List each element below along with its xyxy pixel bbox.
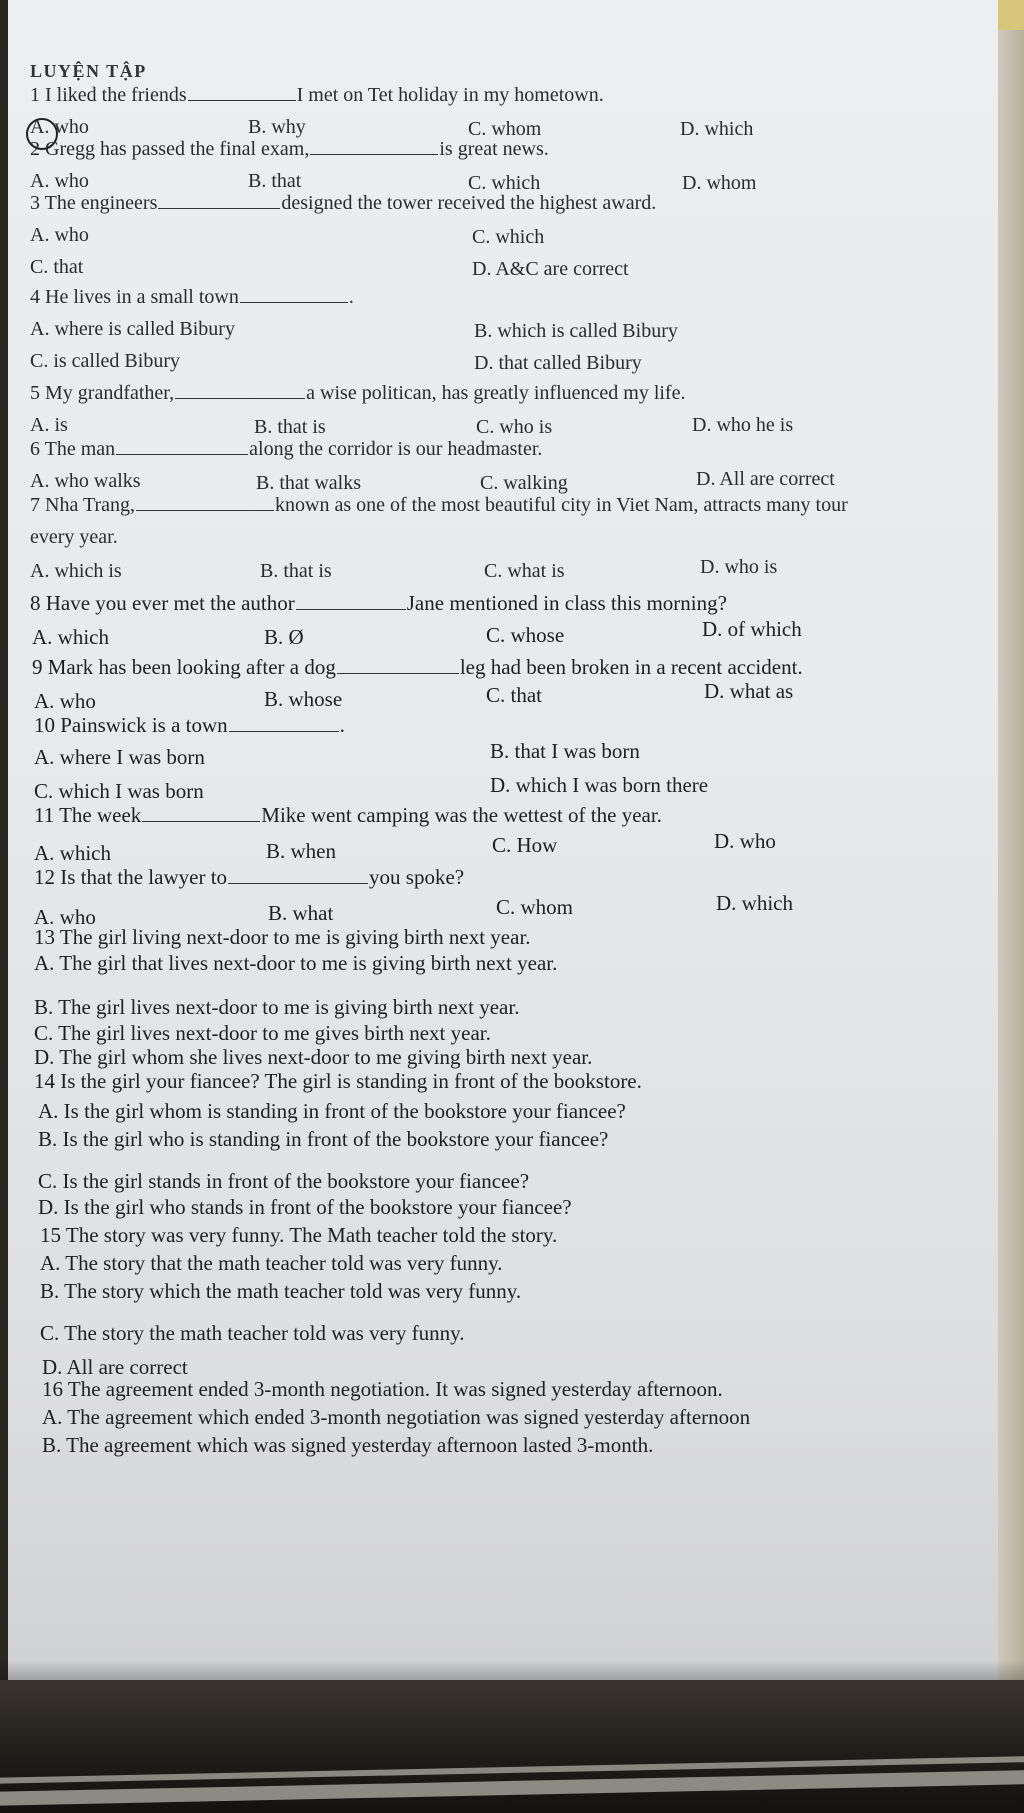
answer-blank [229, 715, 339, 732]
q7-option-c[interactable]: C. what is [484, 560, 565, 582]
question-12-part-b: you spoke? [369, 865, 465, 889]
q2-option-a[interactable]: A. who [30, 170, 89, 192]
question-12 [34, 866, 464, 888]
question-7-part-b: known as one of the most beautiful city in Viet Nam, attracts many tour [275, 494, 848, 516]
question-6-part-a: 6 The man [30, 438, 116, 460]
q1-option-a[interactable]: A. who [30, 116, 89, 138]
q13-option-c[interactable]: C. The girl lives next-door to me gives birth next year. [34, 1021, 491, 1045]
q7-option-a[interactable]: A. which is [30, 560, 122, 582]
question-1-part-a: 1 I liked the friends [30, 84, 187, 106]
q1-option-d[interactable]: D. which [680, 118, 754, 140]
q16-option-a[interactable]: A. The agreement which ended 3-month negotiation was signed yesterday afternoon [42, 1405, 751, 1429]
q16-option-b[interactable]: B. The agreement which was signed yesterday afternoon lasted 3-month. [42, 1433, 654, 1457]
q6-option-c[interactable]: C. walking [480, 472, 568, 494]
q13-option-b[interactable]: B. The girl lives next-door to me is giving birth next year. [34, 995, 520, 1019]
answer-blank [158, 192, 280, 209]
q10-option-b[interactable]: B. that I was born [490, 739, 640, 763]
answer-blank [228, 867, 368, 884]
question-11-part-b: Mike went camping was the wettest of the year. [261, 803, 662, 827]
answer-blank [310, 138, 438, 155]
question-9-part-a: 9 Mark has been looking after a dog [32, 655, 336, 679]
answer-blank [337, 657, 459, 674]
question-11-part-a: 11 The week [34, 803, 142, 827]
q11-option-a[interactable]: A. which [34, 841, 111, 865]
q4-option-d[interactable]: D. that called Bibury [474, 352, 642, 374]
question-7 [30, 494, 848, 516]
question-6-part-b: along the corridor is our headmaster. [249, 438, 543, 460]
question-9-part-b: leg had been broken in a recent accident. [459, 655, 803, 679]
answer-blank [240, 286, 348, 303]
page-edge [998, 0, 1024, 1813]
q2-option-c[interactable]: C. which [468, 172, 541, 194]
q2-option-d[interactable]: D. whom [682, 172, 757, 194]
q2-option-b[interactable]: B. that [248, 170, 302, 192]
q9-option-c[interactable]: C. that [486, 683, 542, 707]
q4-option-c[interactable]: C. is called Bibury [30, 350, 180, 372]
q5-option-b[interactable]: B. that is [254, 416, 326, 438]
question-10-part-a: 10 Painswick is a town [34, 713, 228, 737]
q5-option-a[interactable]: A. is [30, 414, 68, 436]
question-5-part-a: 5 My grandfather, [30, 382, 175, 404]
q3-option-c-which[interactable]: C. which [472, 226, 545, 248]
q5-option-c[interactable]: C. who is [476, 416, 553, 438]
question-2-part-a: 2 Gregg has passed the final exam, [30, 138, 310, 160]
question-5-part-b: a wise politican, has greatly influenced my life. [306, 382, 686, 404]
question-2 [30, 138, 549, 160]
q15-option-c[interactable]: C. The story the math teacher told was very funny. [40, 1321, 465, 1345]
question-7-part-a: 7 Nha Trang, [30, 494, 136, 516]
q8-option-d[interactable]: D. of which [702, 617, 802, 641]
question-13: 13 The girl living next-door to me is giving birth next year. [34, 925, 531, 949]
q11-option-b[interactable]: B. when [266, 839, 336, 863]
answer-blank [296, 593, 406, 610]
q9-option-a[interactable]: A. who [34, 689, 96, 713]
q5-option-d[interactable]: D. who he is [692, 414, 794, 436]
q12-option-c[interactable]: C. whom [496, 895, 574, 919]
question-8-part-b: Jane mentioned in class this morning? [406, 591, 727, 615]
q12-option-a[interactable]: A. who [34, 905, 96, 929]
q1-option-c[interactable]: C. whom [468, 118, 542, 140]
q4-option-b[interactable]: B. which is called Bibury [474, 320, 678, 342]
q14-option-c[interactable]: C. Is the girl stands in front of the bookstore your fiancee? [38, 1169, 530, 1193]
question-14: 14 Is the girl your fiancee? The girl is standing in front of the bookstore. [34, 1069, 642, 1093]
q3-option-d[interactable]: D. A&C are correct [472, 258, 629, 280]
q14-option-d[interactable]: D. Is the girl who stands in front of the bookstore your fiancee? [38, 1195, 572, 1219]
question-4 [30, 286, 354, 308]
question-10-part-b: . [339, 713, 345, 737]
question-2-part-b: is great news. [439, 138, 549, 160]
answer-blank [142, 805, 260, 822]
q14-option-b[interactable]: B. Is the girl who is standing in front of the bookstore your fiancee? [38, 1127, 609, 1151]
question-1-part-b: I met on Tet holiday in my hometown. [296, 84, 604, 106]
q13-option-a[interactable]: A. The girl that lives next-door to me is giving birth next year. [34, 951, 558, 975]
worksheet-title: LUYỆN TẬP [30, 61, 147, 81]
tabletop-background [0, 1680, 1024, 1813]
q15-option-a[interactable]: A. The story that the math teacher told was very funny. [40, 1251, 503, 1275]
q12-option-d[interactable]: D. which [716, 891, 793, 915]
q6-option-b[interactable]: B. that walks [256, 472, 361, 494]
question-3-part-a: 3 The engineers [30, 192, 158, 214]
q11-option-c[interactable]: C. How [492, 833, 558, 857]
answer-blank [188, 84, 296, 101]
question-16: 16 The agreement ended 3-month negotiation. It was signed yesterday afternoon. [42, 1377, 723, 1401]
q9-option-d[interactable]: D. what as [704, 679, 794, 703]
question-5 [30, 382, 685, 404]
q7-option-d[interactable]: D. who is [700, 556, 778, 578]
q6-option-d[interactable]: D. All are correct [696, 468, 835, 490]
question-6 [30, 438, 542, 460]
q9-option-b[interactable]: B. whose [264, 687, 343, 711]
q11-option-d[interactable]: D. who [714, 829, 776, 853]
q10-option-c[interactable]: C. which I was born [34, 779, 204, 803]
q12-option-b[interactable]: B. what [268, 901, 334, 925]
q8-option-a[interactable]: A. which [32, 625, 109, 649]
question-1 [30, 84, 604, 106]
worksheet-page [8, 0, 1006, 1680]
answer-blank [136, 494, 274, 511]
q10-option-d[interactable]: D. which I was born there [490, 773, 709, 797]
q3-option-c-that[interactable]: C. that [30, 256, 84, 278]
question-12-part-a: 12 Is that the lawyer to [34, 865, 228, 889]
q4-option-a[interactable]: A. where is called Bibury [30, 318, 235, 340]
question-3 [30, 192, 656, 214]
question-10 [34, 714, 345, 736]
q15-option-b[interactable]: B. The story which the math teacher told was very funny. [40, 1279, 522, 1303]
q8-option-c[interactable]: C. whose [486, 623, 565, 647]
q7-option-b[interactable]: B. that is [260, 560, 332, 582]
q15-option-d[interactable]: D. All are correct [42, 1355, 188, 1379]
q1-option-b[interactable]: B. why [248, 116, 306, 138]
answer-blank [116, 438, 248, 455]
question-8-part-a: 8 Have you ever met the author [30, 591, 295, 615]
q13-option-d[interactable]: D. The girl whom she lives next-door to me giving birth next year. [34, 1045, 593, 1069]
question-7-continued: every year. [30, 526, 118, 548]
question-4-part-b: . [348, 286, 354, 308]
question-3-part-b: designed the tower received the highest award. [281, 192, 657, 214]
answer-blank [175, 382, 305, 399]
question-11 [34, 804, 662, 826]
q6-option-a[interactable]: A. who walks [30, 470, 141, 492]
question-15: 15 The story was very funny. The Math teacher told the story. [40, 1223, 558, 1247]
question-4-part-a: 4 He lives in a small town [30, 286, 239, 308]
q14-option-a[interactable]: A. Is the girl whom is standing in front of the bookstore your fiancee? [38, 1099, 626, 1123]
question-9 [32, 656, 803, 678]
q3-option-a[interactable]: A. who [30, 224, 89, 246]
question-8 [30, 592, 727, 614]
page-corner [998, 0, 1024, 30]
q10-option-a[interactable]: A. where I was born [34, 745, 205, 769]
q8-option-b[interactable]: B. Ø [264, 625, 304, 649]
